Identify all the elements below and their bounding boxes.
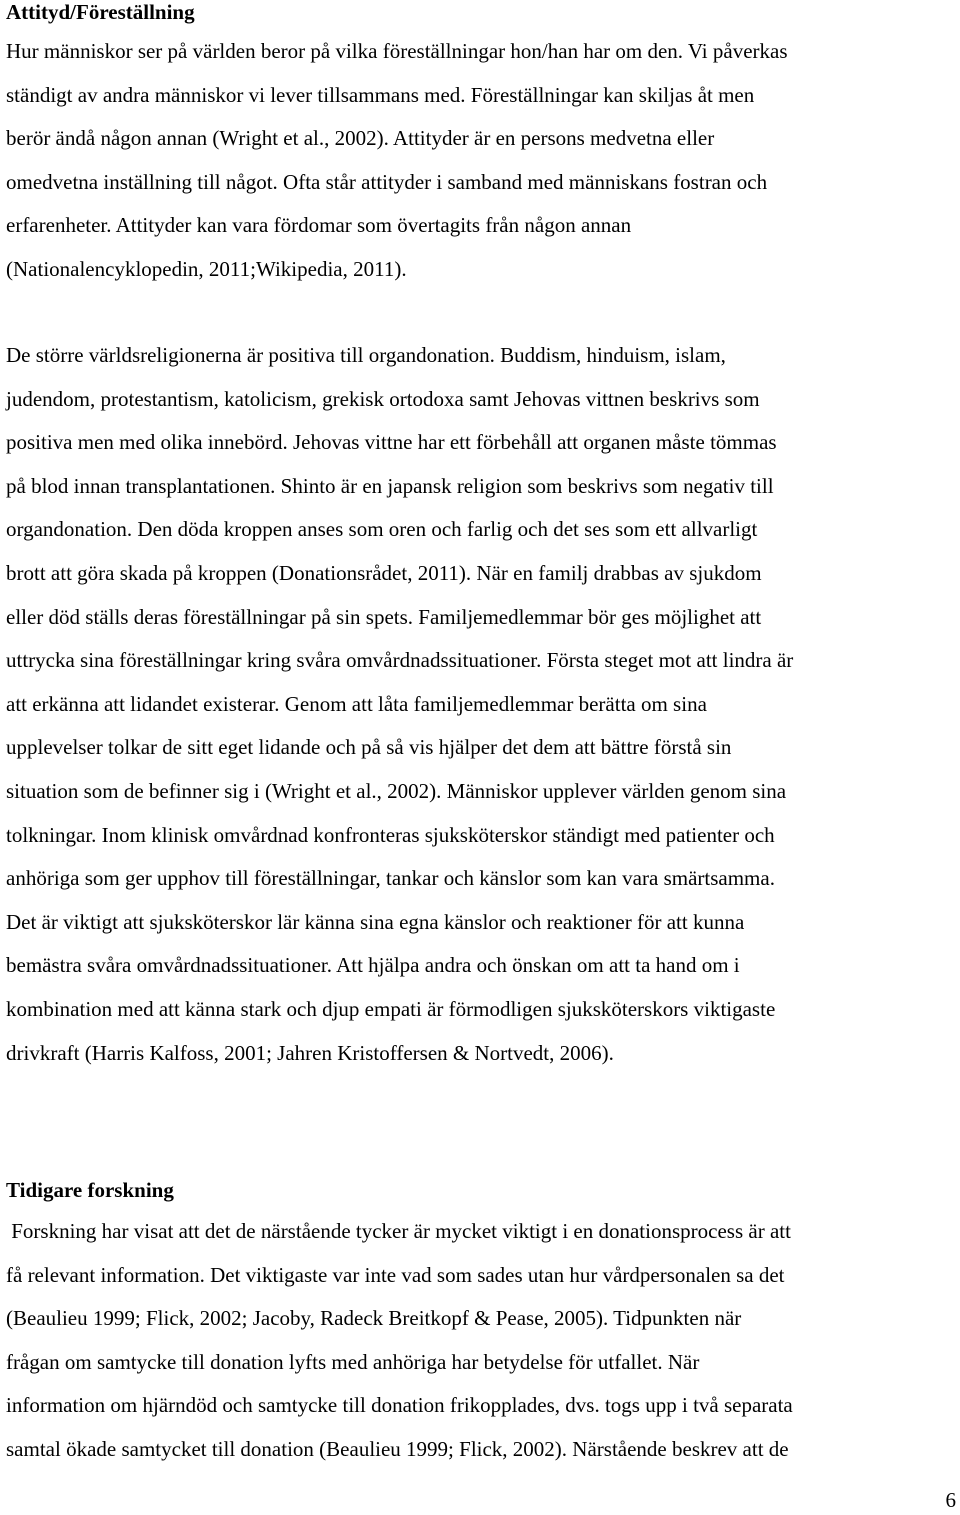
- text-line: berör ändå någon annan (Wright et al., 2002). Attityder är en persons medvetna eller: [6, 126, 715, 151]
- text-line: samtal ökade samtycket till donation (Beaulieu 1999; Flick, 2002). Närstående beskrev att de: [6, 1436, 789, 1461]
- text-line: positiva men med olika innebörd. Jehovas vittne har ett förbehåll att organen måste tömmas: [6, 430, 777, 455]
- text-line: kombination med att känna stark och djup empati är förmodligen sjuksköterskors viktigaste: [6, 996, 776, 1021]
- text-line: drivkraft (Harris Kalfoss, 2001; Jahren Kristoffersen & Nortvedt, 2006).: [6, 1040, 614, 1065]
- text-line: brott att göra skada på kroppen (Donationsrådet, 2011). När en familj drabbas av sjukdom: [6, 560, 762, 585]
- text-line: få relevant information. Det viktigaste var inte vad som sades utan hur vårdpersonalen sa det: [6, 1262, 785, 1287]
- section-heading-attityd: Attityd/Föreställning: [6, 0, 195, 24]
- text-line: uttrycka sina föreställningar kring svåra omvårdnadssituationer. Första steget mot att lindra är: [6, 648, 794, 673]
- text-line: tolkningar. Inom klinisk omvårdnad konfronteras sjuksköterskor ständigt med patienter och: [6, 822, 775, 847]
- text-line: judendom, protestantism, katolicism, grekisk ortodoxa samt Jehovas vittnen beskrivs som: [6, 386, 760, 411]
- paragraph-tidigare-forskning: [6, 1210, 793, 1472]
- text-line: anhöriga som ger upphov till föreställningar, tankar och känslor som kan vara smärtsamma.: [6, 866, 775, 891]
- text-line: upplevelser tolkar de sitt eget lidande och på så vis hjälper det dem att bättre förstå sin: [6, 735, 732, 760]
- text-line: information om hjärndöd och samtycke till donation frikopplades, dvs. togs upp i två separata: [6, 1393, 793, 1418]
- section-heading-tidigare-forskning: Tidigare forskning: [6, 1178, 174, 1202]
- page-number: 6: [945, 1488, 956, 1512]
- text-line: (Beaulieu 1999; Flick, 2002; Jacoby, Radeck Breitkopf & Pease, 2005). Tidpunkten när: [6, 1306, 742, 1331]
- text-line: bemästra svåra omvårdnadssituationer. Att hjälpa andra och önskan om att ta hand om i: [6, 953, 740, 978]
- text-line: De större världsreligionerna är positiva till organdonation. Buddism, hinduism, islam,: [6, 343, 726, 367]
- text-line: Det är viktigt att sjuksköterskor lär känna sina egna känslor och reaktioner för att kunna: [6, 909, 745, 934]
- text-line: erfarenheter. Attityder kan vara fördomar som övertagits från någon annan: [6, 213, 632, 238]
- text-line: Forskning har visat att det de närstående tycker är mycket viktigt i en donationsprocess är att: [6, 1219, 791, 1243]
- text-line: situation som de befinner sig i (Wright et al., 2002). Människor upplever världen genom sina: [6, 778, 787, 803]
- text-line: (Nationalencyklopedin, 2011;Wikipedia, 2011).: [6, 256, 407, 281]
- text-line: frågan om samtycke till donation lyfts med anhöriga har betydelse för utfallet. När: [6, 1349, 700, 1374]
- text-line: att erkänna att lidandet existerar. Genom att låta familjemedlemmar berätta om sina: [6, 691, 707, 716]
- text-line: omedvetna inställning till något. Ofta står attityder i samband med människans fostran och: [6, 169, 768, 194]
- text-line: ständigt av andra människor vi lever tillsammans med. Föreställningar kan skiljas åt men: [6, 82, 755, 107]
- text-line: eller död ställs deras föreställningar på sin spets. Familjemedlemmar bör ges möjlighet att: [6, 604, 762, 629]
- text-line: Hur människor ser på världen beror på vilka föreställningar hon/han har om den. Vi påverkas: [6, 39, 788, 63]
- paragraph-religion: [6, 334, 793, 1075]
- paragraph-attityd: [6, 30, 788, 292]
- text-line: på blod innan transplantationen. Shinto är en japansk religion som beskrivs som negativ till: [6, 473, 774, 498]
- text-line: organdonation. Den döda kroppen anses som oren och farlig och det ses som ett allvarligt: [6, 517, 758, 542]
